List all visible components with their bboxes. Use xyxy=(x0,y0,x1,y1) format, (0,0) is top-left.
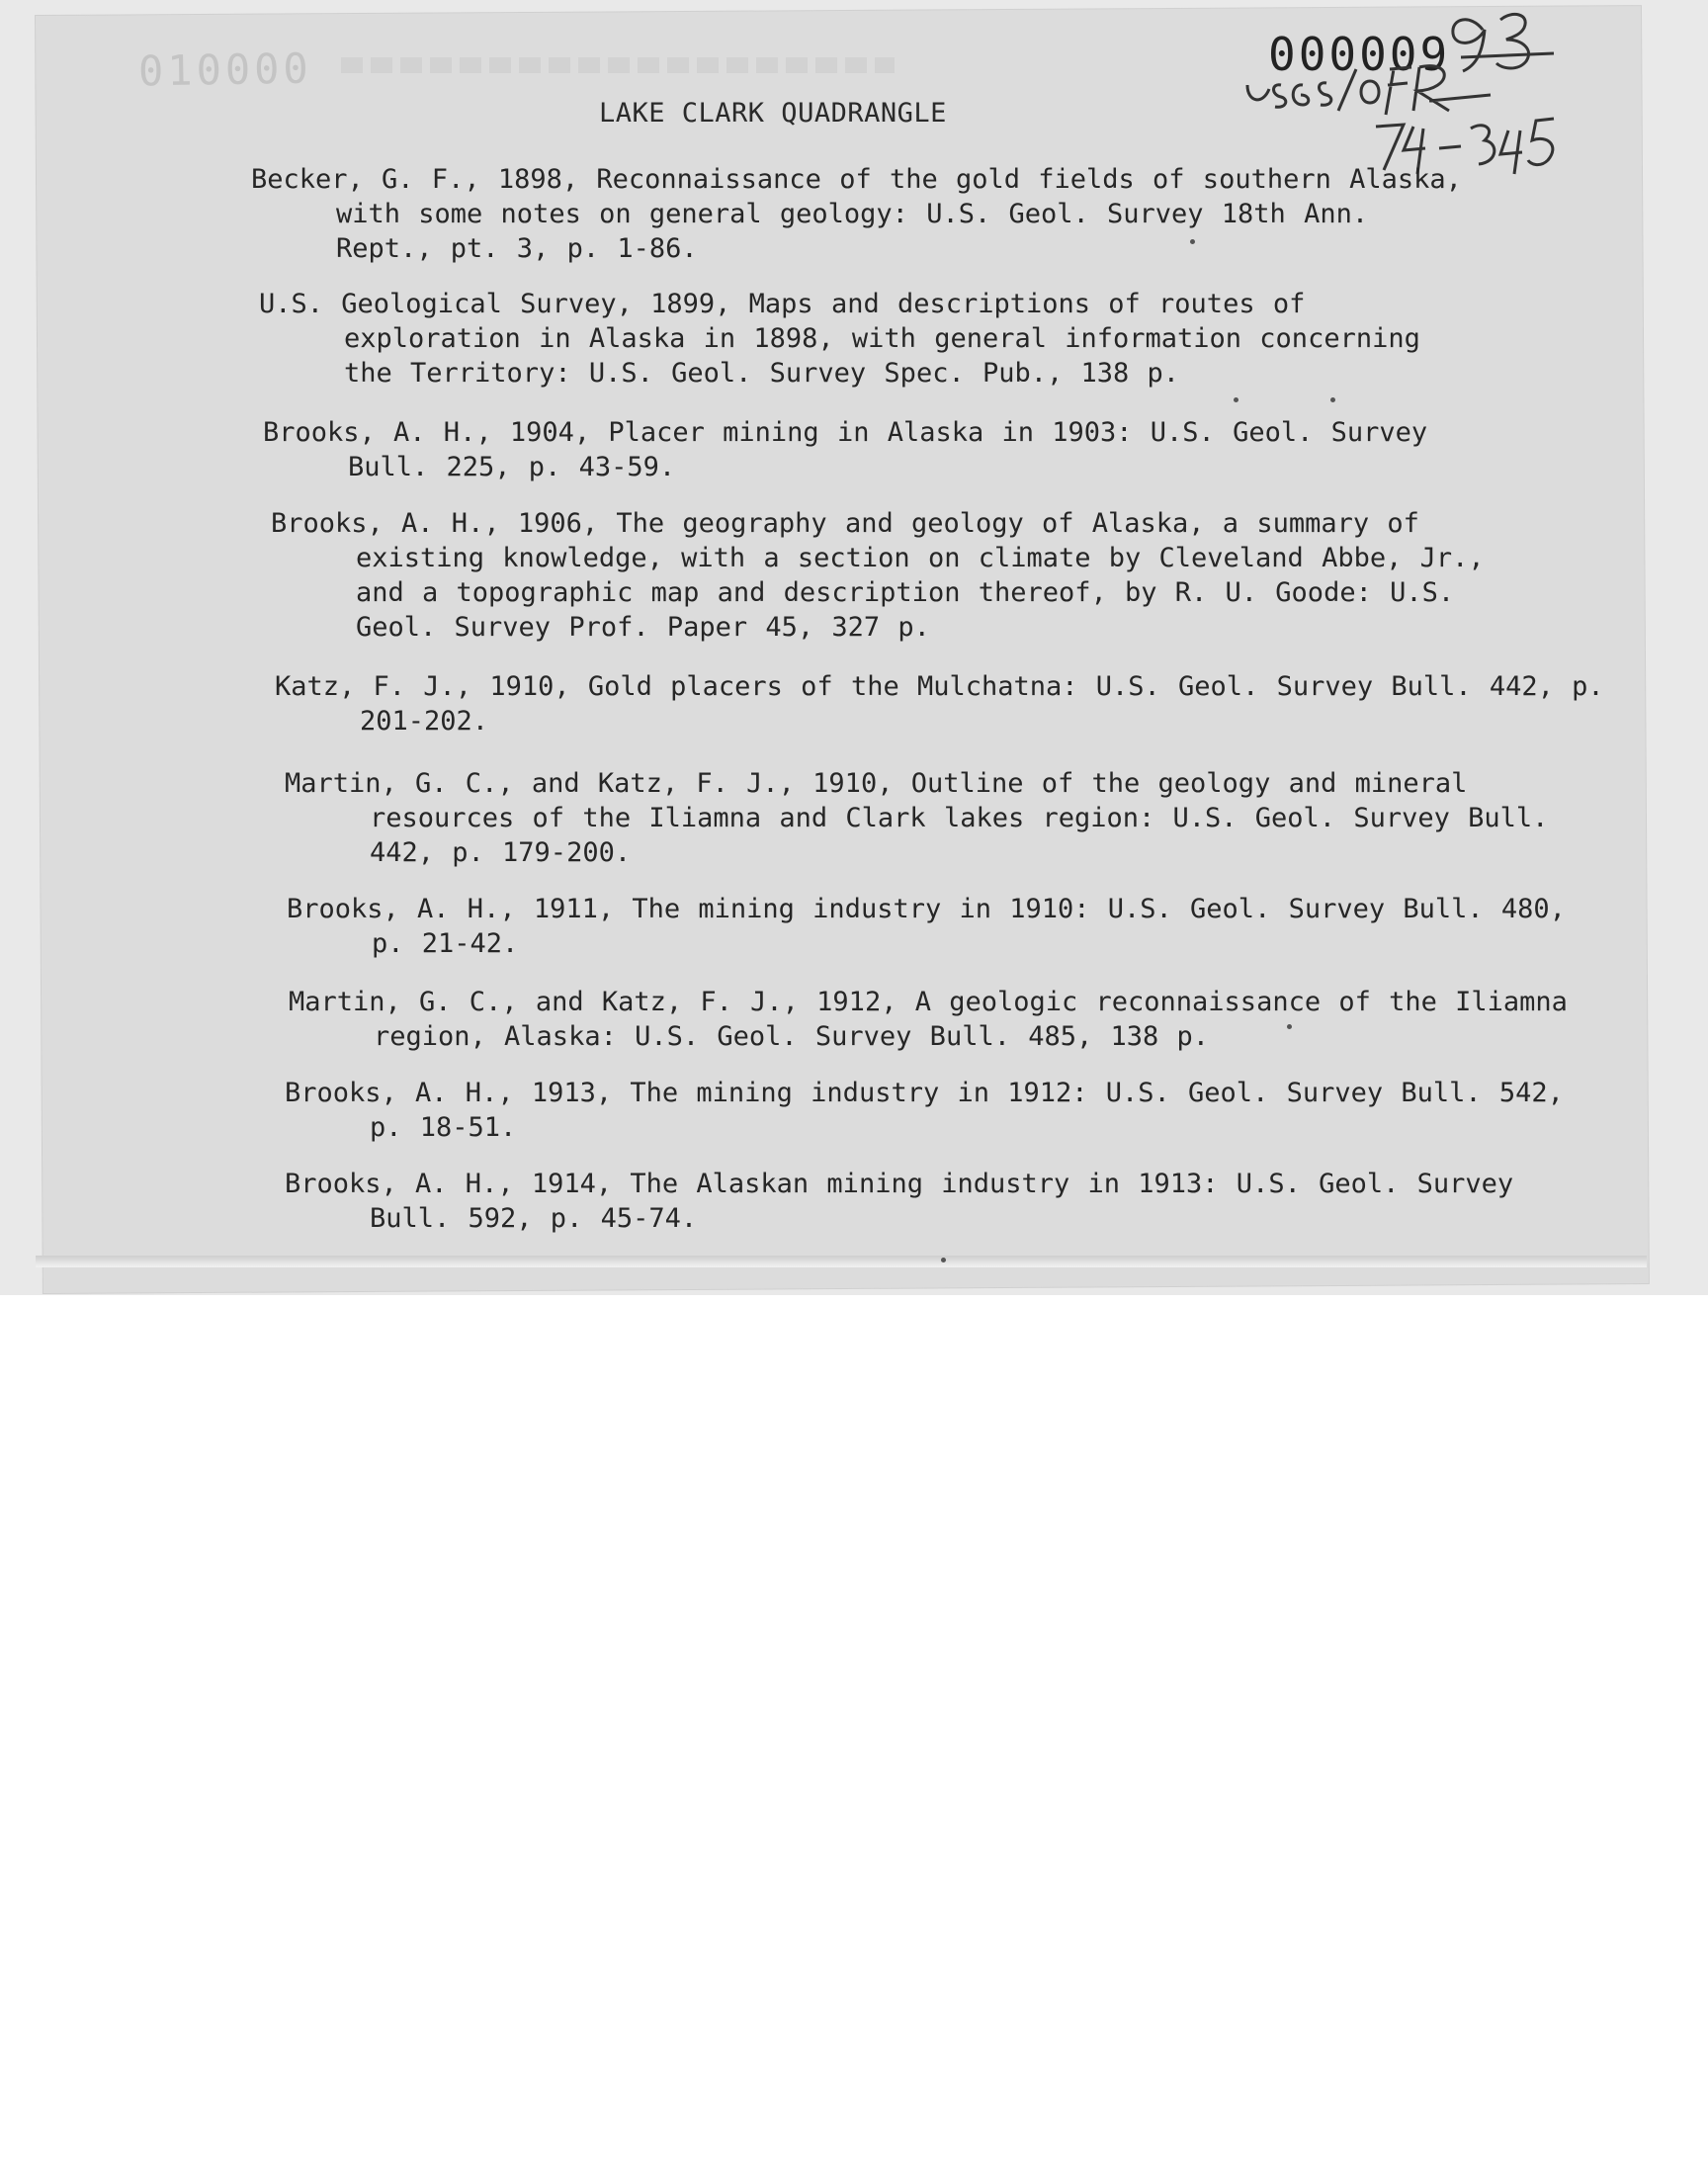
reference-entry: Martin, G. C., and Katz, F. J., 1910, Outline of the geology and mineral resources of the Iliamna and Clark lakes region: U.S. Geol. Survey Bull. 442, p. 179-200. xyxy=(285,768,1549,868)
document-number: 000009 xyxy=(1268,28,1451,81)
reference-entry: U.S. Geological Survey, 1899, Maps and descriptions of routes of exploration in Alaska in 1898, with general information concerning the Territory: U.S. Geol. Survey Spec. Pub., 138 p. xyxy=(259,289,1420,389)
speck xyxy=(1190,239,1195,244)
reference-entry: Brooks, A. H., 1914, The Alaskan mining industry in 1913: U.S. Geol. Survey Bull. 592, p. 45-74. xyxy=(285,1169,1514,1234)
speck xyxy=(1287,1024,1292,1029)
reference-entry: Katz, F. J., 1910, Gold placers of the Mulchatna: U.S. Geol. Survey Bull. 442, p. 201-202. xyxy=(275,671,1604,737)
reference-entry: Brooks, A. H., 1904, Placer mining in Alaska in 1903: U.S. Geol. Survey Bull. 225, p. 43-59. xyxy=(263,417,1428,482)
page-title: LAKE CLARK QUADRANGLE xyxy=(599,98,947,129)
reference-entry: Brooks, A. H., 1911, The mining industry in 1910: U.S. Geol. Survey Bull. 480, p. 21-42. xyxy=(287,894,1566,959)
faint-illegible-line xyxy=(341,57,895,73)
reference-entry: Brooks, A. H., 1906, The geography and geology of Alaska, a summary of existing knowledge, with a section on climate by Cleveland Abbe, Jr., and a topographic map and description thereof, by R. U. Goode: U.S. Geol. Survey Prof. Paper 45, 327 p. xyxy=(271,508,1485,643)
reference-entry: Brooks, A. H., 1913, The mining industry in 1912: U.S. Geol. Survey Bull. 542, p. 18-51. xyxy=(285,1078,1564,1143)
speck xyxy=(1234,397,1238,402)
reference-entry: Martin, G. C., and Katz, F. J., 1912, A geologic reconnaissance of the Iliamna region, Alaska: U.S. Geol. Survey Bull. 485, 138 p. xyxy=(289,987,1568,1052)
reference-entry: Becker, G. F., 1898, Reconnaissance of the gold fields of southern Alaska, with some notes on general geology: U.S. Geol. Survey 18th Ann. Rept., pt. 3, p. 1-86. xyxy=(251,164,1462,264)
card-torn-edge xyxy=(36,1256,1647,1267)
speck xyxy=(1330,397,1335,402)
speck xyxy=(941,1258,946,1262)
faint-stamp-number: 010000 xyxy=(137,44,313,96)
